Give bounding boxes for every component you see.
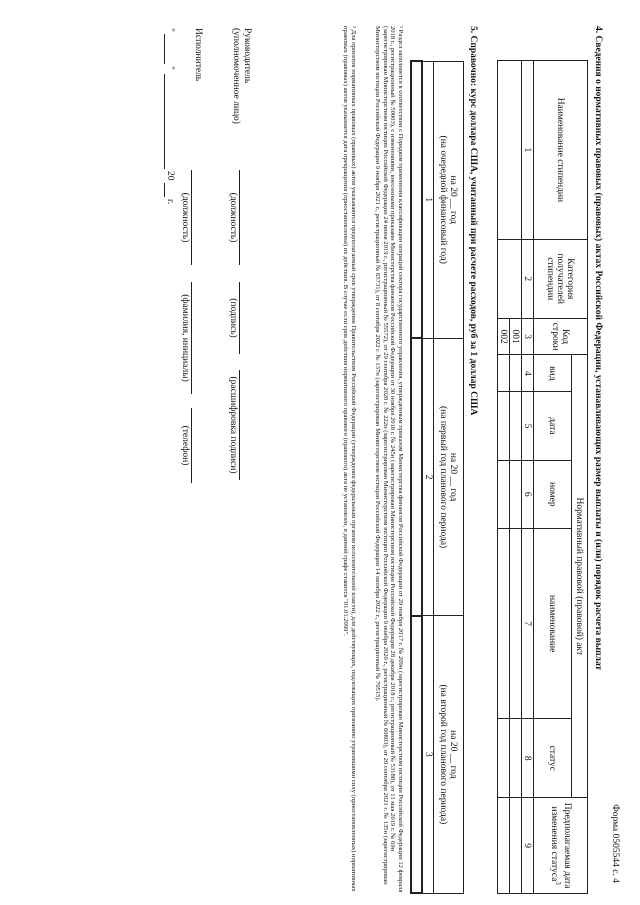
- col-number: 6: [522, 460, 534, 528]
- year-suffix: г.: [165, 199, 175, 205]
- head-label: Руководитель: [242, 28, 252, 84]
- col-number: 7: [522, 528, 534, 718]
- phone-line: [191, 408, 192, 483]
- section4-title: 4. Сведения о нормативных правовых (правовых) актах Российской Федерации, устанавливающих размер выплаты и (или) порядок расчета выплат: [593, 26, 603, 671]
- header-number: номер: [534, 460, 572, 528]
- section5-table: [410, 60, 464, 894]
- col-number: 4: [522, 355, 534, 392]
- exec-position-note: (должность): [180, 192, 190, 243]
- form-label: Форма 0505544 с. 4: [610, 804, 620, 883]
- executor-label: Исполнитель: [193, 28, 203, 82]
- table-row: [498, 61, 510, 894]
- position-note: (должность): [228, 192, 238, 243]
- col-number: 3: [522, 318, 534, 355]
- header-planned-date: Предполагаемая дата изменения статуса$^3$: [534, 798, 588, 894]
- col-number: 5: [522, 392, 534, 460]
- day-line: [164, 34, 165, 64]
- col-number: 2: [422, 338, 434, 615]
- head-sublabel: (уполномоченное лицо): [231, 28, 241, 124]
- date-quote-close: ": [165, 66, 175, 70]
- col-number: 8: [522, 719, 534, 798]
- table-row: [510, 61, 522, 894]
- header-date: дата: [534, 392, 572, 460]
- phone-note: (телефон): [180, 425, 190, 466]
- decoding-note: (расшифровка подписи): [228, 376, 238, 474]
- header-scholarship-name: Наименование стипендии: [534, 61, 588, 240]
- section5-title: 5. Справочно: курс доллара США, учитанный при расчете расходов, руб за 1 доллар США: [468, 26, 478, 416]
- col-number: 2: [522, 239, 534, 318]
- header-legal-act: Нормативный правовой (правовой) акт: [572, 355, 588, 798]
- header-row-code: Код строки: [534, 318, 588, 355]
- decoding-line: [239, 370, 240, 480]
- header-recipient-category: Категория получателей стипендии: [534, 239, 588, 318]
- year-line: [164, 183, 165, 197]
- row-code: 001: [510, 318, 522, 355]
- header-status: статус: [534, 719, 572, 798]
- row-code: 002: [498, 318, 510, 355]
- col-second-plan-year: на 20 __ год (на второй год планового периода): [434, 616, 464, 893]
- col-number: 1: [422, 61, 434, 338]
- section4-table: [497, 60, 588, 894]
- year-prefix: 20: [165, 171, 175, 181]
- exec-position-line: [191, 170, 192, 265]
- name-line: [191, 282, 192, 394]
- col-number: 1: [522, 61, 534, 240]
- col-number: 9: [522, 798, 534, 894]
- col-first-plan-year: на 20 __ год (на первый год планового периода): [434, 338, 464, 615]
- header-kind: вид: [534, 355, 572, 392]
- name-note: (фамилия, инициалы): [180, 294, 190, 382]
- footnote-2: ² Для проектов нормативных правовых (правовых) актов указываются предполагаемый срок утверждения Правительством Российской Федерации (утверждения федеральным органом исполнительной власти), для действующих, подлежащих признанию утратившими силу (приостановленных) нормативных правовых (правовых) актов указывается дата прекращения (приостановления) их действия. В случае если срок действия нормативного правового (правового) акта не установлен, в данной графе ставится "01.01.2099".: [342, 26, 357, 892]
- col-current-year: на 20 __ год (на очередной финансовый год): [434, 61, 464, 338]
- position-line: [239, 170, 240, 265]
- month-line: [164, 74, 165, 169]
- date-quote-open: ": [165, 28, 175, 32]
- footnote-1: ¹ Раздел заполняется в соответствии с Порядком применения классификации операций сектора государственного управления, утвержденным приказом Министерства финансов Российской Федерации от 29 ноября 2017 г. № 209н (зарегистрирован Министерством юстиции Российской Федерации 12 февраля 2018 г., регистрационный № 50003), с изменениями, внесенными приказами Министерства финансов Российской Федерации от 30 ноября 2018 г. № 245н (зарегистрирован Министерством юстиции Российской Федерации 28 декабря 2018 г., регистрационный № 53188), от 11 мая 2019 г. № 69н (зарегистрирован Министерством юстиции Российской Федерации 24 июня 2019 г., регистрационный № 55572), от 29 сентября 2020 г. № 222н (зарегистрирован Министерством юстиции Российской Федерации 9 ноября 2020 г., регистрационный № 60803), от 20 сентября 2021 г. № 135н (зарегистрирован Министерством юстиции Российской Федерации 9 ноября 2021 г., регистрационный № 65731), от 8 сентября 2022 г. № 137н (зарегистрирован Министерством юстиции Российской Федерации 14 октября 2022 г., регистрационный № 70515).: [374, 26, 404, 893]
- signature-note: (подпись): [228, 298, 238, 338]
- signature-line: [239, 282, 240, 354]
- header-title: наименование: [534, 528, 572, 718]
- col-number: 3: [422, 616, 434, 893]
